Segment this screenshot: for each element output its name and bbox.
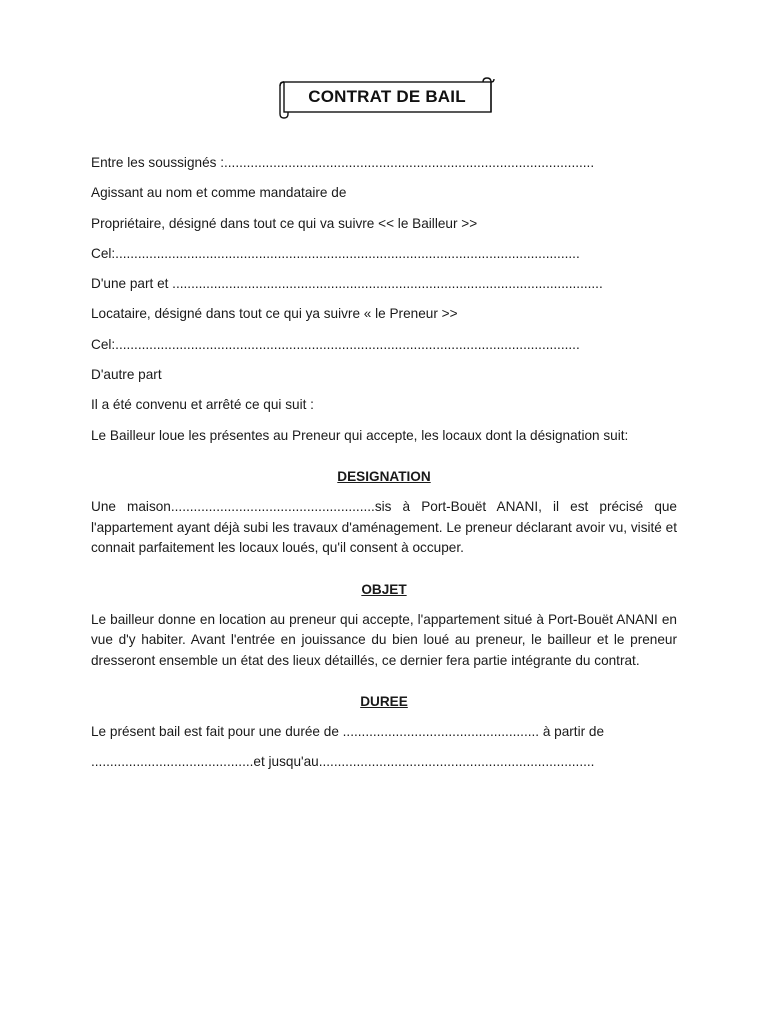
- paragraph-designation: Une maison......................................................sis à Port-Bouët ANANI, il est précisé que l'appartement ayant déjà subi les travaux d'aménagement. Le preneur déclarant avoir vu, visité et connait parfaitement les locaux loués, qu'il consent à occuper.: [91, 499, 677, 556]
- line-duree-2: ...........................................et jusqu'au.........................................................................: [91, 754, 595, 770]
- heading-objet: OBJET: [361, 581, 407, 597]
- line-locataire: Locataire, désigné dans tout ce qui ya suivre « le Preneur >>: [91, 306, 458, 322]
- title-banner: [279, 77, 495, 119]
- paragraph-objet: Le bailleur donne en location au preneur qui accepte, l'appartement situé à Port-Bouët ANANI en vue d'y habiter. Avant l'entrée en jouissance du bien loué au preneur, le bailleur et le preneur dresseront ensemble un état des lieux détaillés, ce dernier fera partie intégrante du contrat.: [91, 611, 677, 668]
- line-mandataire: Agissant au nom et comme mandataire de: [91, 185, 347, 201]
- document-body: [91, 153, 677, 783]
- line-cel-preneur: Cel:...........................................................................................................................: [91, 336, 580, 352]
- line-cel-bailleur: Cel:...........................................................................................................................: [91, 245, 580, 261]
- line-autre-part: D'autre part: [91, 367, 162, 383]
- heading-duree: DUREE: [360, 694, 408, 710]
- line-duree-1: Le présent bail est fait pour une durée de .................................................... à partir de: [91, 724, 605, 740]
- document-title: CONTRAT DE BAIL: [308, 87, 466, 106]
- line-convenu: Il a été convenu et arrêté ce qui suit :: [91, 397, 314, 413]
- line-une-part: D'une part et ..................................................................................................................: [91, 276, 603, 292]
- heading-designation: DESIGNATION: [337, 469, 431, 485]
- line-proprietaire: Propriétaire, désigné dans tout ce qui va suivre << le Bailleur >>: [91, 215, 478, 231]
- line-bailleur-loue: Le Bailleur loue les présentes au Preneur qui accepte, les locaux dont la désignation suit:: [91, 427, 629, 443]
- line-soussignes: Entre les soussignés :..................................................................................................: [91, 155, 595, 170]
